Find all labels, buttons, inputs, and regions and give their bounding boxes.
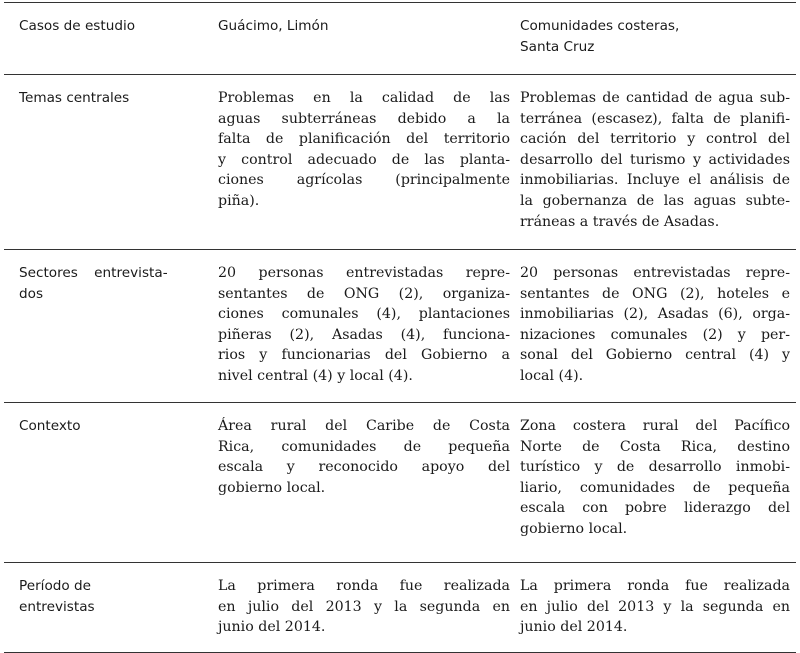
header-col3-line2: Santa Cruz bbox=[520, 38, 595, 55]
text-line: piñeras (2), Asadas (4), funciona- bbox=[218, 326, 510, 343]
table-row-temas-centrales bbox=[4, 75, 796, 250]
row-col2-text bbox=[218, 403, 516, 562]
table-row-periodo-de-entrevistas bbox=[4, 563, 796, 653]
text-line: junio del 2014. bbox=[520, 619, 628, 636]
text-line: turístico y de desarrollo inmobi- bbox=[520, 459, 790, 476]
row-label-line1: Período de bbox=[19, 578, 92, 594]
table-row-contexto bbox=[4, 403, 796, 563]
row-col2-text bbox=[218, 75, 516, 249]
text-line: Zona costera rural del Pacífico bbox=[520, 418, 790, 434]
text-line: escala con pobre liderazgo del bbox=[520, 500, 790, 517]
row-col3-text bbox=[516, 75, 796, 249]
text-line: gobierno local. bbox=[520, 520, 628, 537]
text-line: en julio del 2013 y la segunda en bbox=[520, 598, 790, 615]
text-line: sentantes de ONG (2), hoteles e bbox=[520, 285, 790, 302]
row-label: Temas centrales bbox=[19, 90, 130, 106]
header-casos-de-estudio: Casos de estudio bbox=[19, 18, 136, 34]
text-line: inmobiliarias. Incluye el análisis de bbox=[520, 172, 790, 189]
text-line: local (4). bbox=[520, 367, 584, 384]
row-col2-text bbox=[218, 563, 516, 652]
header-guacimo-limon: Guácimo, Limón bbox=[218, 18, 329, 34]
text-line: falta de planificación del territorio bbox=[218, 131, 510, 148]
text-line: La primera ronda fue realizada bbox=[520, 578, 790, 594]
header-comunidades-costeras bbox=[516, 3, 796, 74]
row-label bbox=[4, 563, 218, 652]
text-line: la gobernanza de las aguas subte- bbox=[520, 192, 790, 209]
text-line: cación del territorio y control del bbox=[520, 131, 790, 148]
text-line: gobierno local. bbox=[218, 479, 326, 496]
text-line: aguas subterráneas debido a la bbox=[218, 110, 510, 127]
text-line: inmobiliarias (2), Asadas (6), orga- bbox=[520, 306, 790, 323]
text-line: Área rural del Caribe de Costa bbox=[218, 418, 510, 434]
row-col3-text bbox=[516, 250, 796, 402]
case-study-table bbox=[4, 2, 796, 653]
text-line: 20 personas entrevistadas repre- bbox=[218, 265, 510, 281]
text-line: nivel central (4) y local (4). bbox=[218, 367, 413, 384]
row-label-line1: Sectores entrevista- bbox=[19, 265, 168, 281]
text-line: piña). bbox=[218, 192, 260, 209]
text-line: ciones comunales (4), plantaciones bbox=[218, 306, 510, 323]
table-row-sectores-entrevistados bbox=[4, 250, 796, 403]
row-label bbox=[4, 250, 218, 402]
row-label-line2: dos bbox=[19, 285, 44, 302]
text-line: liario, comunidades de pequeña bbox=[520, 479, 790, 496]
text-line: 20 personas entrevistadas repre- bbox=[520, 265, 790, 281]
text-line: nizaciones comunales (2) y per- bbox=[520, 326, 790, 343]
text-line: Norte de Costa Rica, destino bbox=[520, 438, 790, 455]
text-line: ciones agrícolas (principalmente bbox=[218, 172, 510, 189]
text-line: sonal del Gobierno central (4) y bbox=[520, 347, 790, 364]
row-label: Contexto bbox=[19, 418, 81, 434]
text-line: y control adecuado de las planta- bbox=[218, 151, 510, 168]
text-line: junio del 2014. bbox=[218, 619, 326, 636]
row-col2-text bbox=[218, 250, 516, 402]
text-line: escala y reconocido apoyo del bbox=[218, 459, 510, 476]
text-line: terránea (escasez), falta de planifi- bbox=[520, 110, 790, 127]
text-line: Rica, comunidades de pequeña bbox=[218, 438, 510, 455]
text-line: La primera ronda fue realizada bbox=[218, 578, 510, 594]
text-line: desarrollo del turismo y actividades bbox=[520, 151, 790, 168]
text-line: sentantes de ONG (2), organiza- bbox=[218, 285, 510, 302]
header-col3-line1: Comunidades costeras, bbox=[520, 18, 680, 34]
text-line: en julio del 2013 y la segunda en bbox=[218, 598, 510, 615]
text-line: Problemas en la calidad de las bbox=[218, 90, 510, 106]
table-header-row bbox=[4, 3, 796, 75]
text-line: rios y funcionarias del Gobierno a bbox=[218, 347, 510, 364]
row-col3-text bbox=[516, 563, 796, 652]
text-line: Problemas de cantidad de agua sub- bbox=[520, 90, 790, 106]
row-label-line2: entrevistas bbox=[19, 598, 95, 615]
text-line: rráneas a través de Asadas. bbox=[520, 213, 720, 230]
row-col3-text bbox=[516, 403, 796, 562]
